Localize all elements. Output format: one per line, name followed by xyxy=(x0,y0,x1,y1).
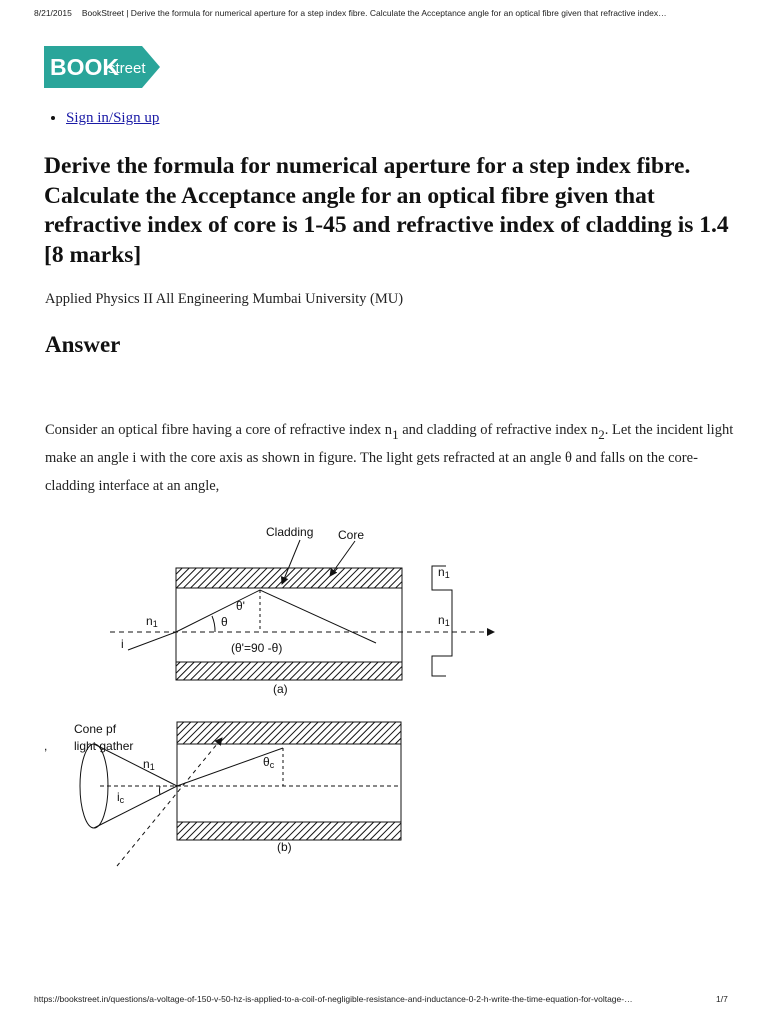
signin-link[interactable]: Sign in/Sign up xyxy=(66,110,160,126)
print-page-number: 1/7 xyxy=(716,994,728,1004)
label-a: (a) xyxy=(273,682,288,696)
question-meta: Applied Physics II All Engineering Mumbai University (MU) xyxy=(45,291,404,307)
cladding-top-a xyxy=(176,568,402,588)
label-cone-1: Cone pf xyxy=(74,722,117,736)
label-n1-b: n1 xyxy=(143,757,155,772)
print-header xyxy=(34,8,754,18)
answer-text-1: Consider an optical fibre having a core of refractive index n xyxy=(45,422,393,438)
dashed-ray-b xyxy=(117,738,222,866)
figure-b xyxy=(44,722,401,866)
label-cladding: Cladding xyxy=(266,525,314,539)
answer-text-3: . Let the incident light make an angle i with the core axis as shown in figure. The light gets refracted at an angle θ and falls on the core-cladding interface at an angle, xyxy=(45,422,734,494)
ic-arc xyxy=(159,786,160,795)
label-n1-a: n1 xyxy=(146,614,158,629)
answer-heading: Answer xyxy=(45,332,121,357)
label-ic: ic xyxy=(117,790,125,805)
top-nav xyxy=(66,110,159,127)
question-title: Derive the formula for numerical aperture for a step index fibre. Calculate the Acceptance angle for an optical fibre given that refractive index of core is 1-45 and refractive index of cladding is 1.4 [8 marks] xyxy=(44,153,729,268)
cladding-top-b xyxy=(177,722,401,744)
label-theta: θ xyxy=(221,615,228,629)
label-comma: , xyxy=(44,739,48,753)
print-date: 8/21/2015 xyxy=(34,8,72,18)
cladding-bottom-a xyxy=(176,662,402,680)
nav-item-signin xyxy=(66,110,159,127)
label-cone-2: light gather xyxy=(74,739,134,753)
label-i: i xyxy=(121,637,124,651)
cladding-bottom-b xyxy=(177,822,401,840)
bookstreet-logo[interactable] xyxy=(44,46,160,88)
label-n1-profile-mid: n1 xyxy=(438,613,450,628)
answer-paragraph xyxy=(45,416,735,500)
answer-sub-n2: 2 xyxy=(598,427,605,442)
logo-text-main: BOOK xyxy=(50,54,119,80)
label-theta-c: θc xyxy=(263,755,275,770)
theta-arc xyxy=(212,616,215,632)
print-footer-url: https://bookstreet.in/questions/a-voltage-of-150-v-50-hz-is-applied-to-a-coil-of-negligible-resistance-and-inductance-0-2-h-write-the-time-equation-for-voltage-… xyxy=(34,994,633,1004)
label-theta-prime: θ' xyxy=(236,599,245,613)
fibre-diagram xyxy=(0,500,768,880)
answer-sub-n1: 1 xyxy=(392,427,399,442)
label-relation: (θ'=90 -θ) xyxy=(231,641,283,655)
answer-text-2: and cladding of refractive index n xyxy=(398,422,599,438)
label-b: (b) xyxy=(277,840,292,854)
logo-text-sub: street xyxy=(108,60,146,77)
figure-a xyxy=(110,525,494,696)
label-n1-profile-top: n1 xyxy=(438,565,450,580)
label-core: Core xyxy=(338,528,365,542)
print-title: BookStreet | Derive the formula for numerical aperture for a step index fibre. Calculate the Acceptance angle for an optical fibre given that refractive index… xyxy=(81,8,667,18)
